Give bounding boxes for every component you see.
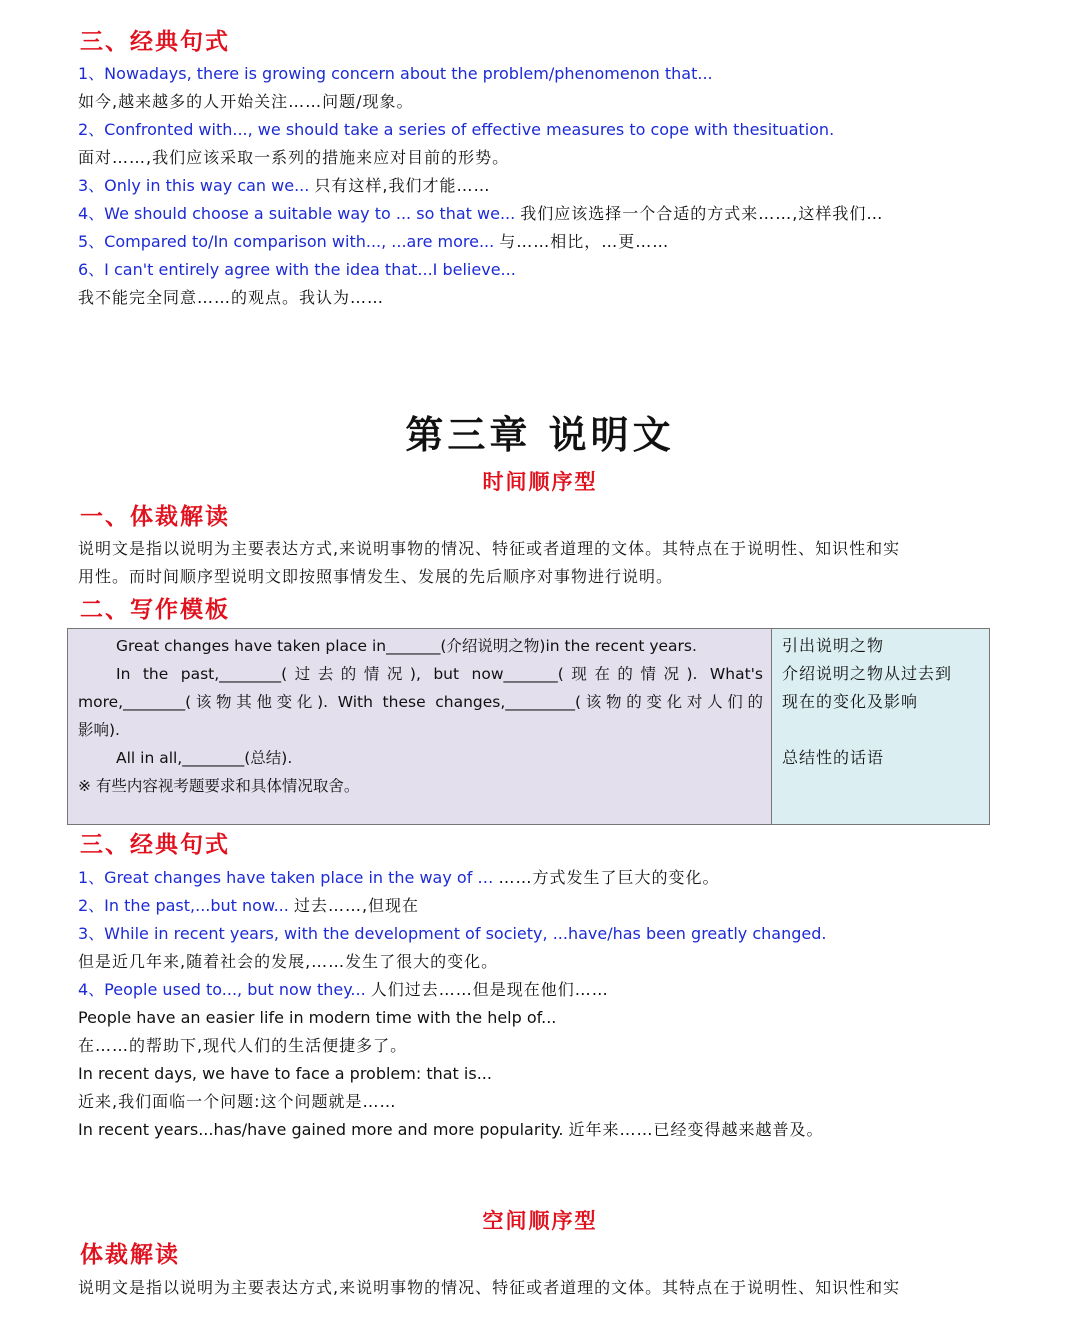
sentence-line — [78, 231, 669, 253]
template-line: All in all,________(总结). — [116, 749, 293, 767]
sentence-line — [78, 203, 883, 225]
sentence-line — [78, 1007, 556, 1029]
spatial-paragraph — [78, 1274, 1008, 1302]
spatial-paragraph-line: 说明文是指以说明为主要表达方式,来说明事物的情况、特征或者道理的文体。其特点在于说明性、知识性和实 — [78, 1278, 901, 1297]
sentence-line — [78, 91, 413, 113]
sentence-english-plain: In recent days, we have to face a problem: that is... — [78, 1064, 492, 1083]
sentence-line — [78, 867, 720, 889]
sentence-english-plain: In recent years...has/have gained more and more popularity. — [78, 1120, 569, 1139]
genre-paragraph-line: 用性。而时间顺序型说明文即按照事情发生、发展的先后顺序对事物进行说明。 — [78, 567, 674, 586]
section-heading-classic-sentences: 三、经典句式 — [80, 29, 230, 55]
template-note-line: 现在的变化及影响 — [782, 692, 919, 711]
sentence-english: 4、We should choose a suitable way to ... so that we... — [78, 204, 521, 223]
chapter-title: 第三章 说明文 — [405, 413, 675, 457]
section-heading-spatial-genre: 体裁解读 — [80, 1242, 180, 1268]
sentence-line — [78, 1119, 824, 1141]
template-note-line: 引出说明之物 — [782, 636, 885, 655]
sentence-line — [78, 147, 509, 169]
sentence-english: 2、Confronted with..., we should take a series of effective measures to cope with thesituation. — [78, 120, 835, 139]
sentence-line — [78, 63, 713, 85]
template-notes-cell — [772, 629, 989, 824]
sentence-line — [78, 119, 834, 141]
sentence-line — [78, 287, 384, 309]
sentence-line — [78, 175, 491, 197]
sentence-english: 4、People used to..., but now they... — [78, 980, 371, 999]
sentence-line — [78, 1063, 492, 1085]
sentence-line — [78, 259, 516, 281]
template-note: ※ 有些内容视考题要求和具体情况取舍。 — [78, 777, 360, 795]
sentence-chinese: 人们过去……但是现在他们…… — [370, 980, 609, 999]
writing-template-table — [67, 628, 990, 825]
sentence-chinese: 过去……,但现在 — [293, 896, 420, 915]
sentence-english: 6、I can't entirely agree with the idea that...I believe... — [78, 260, 516, 279]
template-line: Great changes have taken place in_______(介绍说明之物)in the recent years. — [116, 637, 697, 655]
genre-paragraph-line: 说明文是指以说明为主要表达方式,来说明事物的情况、特征或者道理的文体。其特点在于说明性、知识性和实 — [78, 539, 901, 558]
sentence-chinese: 近年来……已经变得越来越普及。 — [568, 1120, 824, 1139]
sentence-english: 1、Great changes have taken place in the way of … — [78, 868, 499, 887]
template-text-cell — [68, 629, 772, 824]
sentence-chinese: 面对……,我们应该采取一系列的措施来应对目前的形势。 — [78, 148, 510, 167]
template-note-line: 总结性的话语 — [782, 748, 885, 767]
sentence-english: 5、Compared to/In comparison with..., ...are more... — [78, 232, 500, 251]
sentence-chinese: ……方式发生了巨大的变化。 — [498, 868, 720, 887]
chapter-subtitle: 时间顺序型 — [482, 470, 598, 494]
sentence-chinese: 我不能完全同意……的观点。我认为…… — [78, 288, 385, 307]
sentence-english: 1、Nowadays, there is growing concern about the problem/phenomenon that... — [78, 64, 713, 83]
sentence-english: 3、Only in this way can we... — [78, 176, 315, 195]
genre-paragraph — [78, 535, 1008, 591]
sentence-chinese: 与……相比，…更…… — [499, 232, 670, 251]
sentence-line — [78, 923, 826, 945]
template-note-line: 介绍说明之物从过去到 — [782, 664, 953, 683]
sentence-chinese: 近来,我们面临一个问题:这个问题就是…… — [78, 1092, 397, 1111]
section-heading-classic-sentences-2: 三、经典句式 — [80, 832, 230, 858]
sentence-chinese: 我们应该选择一个合适的方式来……,这样我们… — [520, 204, 884, 223]
template-line: In the past,________(过去的情况), but now_______(现在的情况). What's — [116, 665, 763, 683]
sentence-chinese: 在……的帮助下,现代人们的生活便捷多了。 — [78, 1036, 408, 1055]
spatial-subtitle: 空间顺序型 — [482, 1209, 598, 1233]
section-heading-genre: 一、体裁解读 — [80, 504, 230, 530]
sentence-chinese: 如今,越来越多的人开始关注……问题/现象。 — [78, 92, 414, 111]
sentence-line — [78, 979, 609, 1001]
sentence-english: 2、In the past,...but now... — [78, 896, 294, 915]
sentence-chinese: 只有这样,我们才能…… — [314, 176, 491, 195]
sentence-line — [78, 895, 419, 917]
template-line: more,________(该物其他变化). With these changes,_________(该物的变化对人们的 — [78, 693, 763, 711]
section-heading-template: 二、写作模板 — [80, 597, 230, 623]
sentence-line — [78, 1035, 407, 1057]
template-line: 影响). — [78, 721, 120, 739]
sentence-line — [78, 1091, 396, 1113]
sentence-english: 3、While in recent years, with the development of society, ...have/has been greatly changed. — [78, 924, 827, 943]
sentence-english-plain: People have an easier life in modern time with the help of... — [78, 1008, 557, 1027]
sentence-chinese: 但是近几年来,随着社会的发展,……发生了很大的变化。 — [78, 952, 499, 971]
sentence-line — [78, 951, 498, 973]
